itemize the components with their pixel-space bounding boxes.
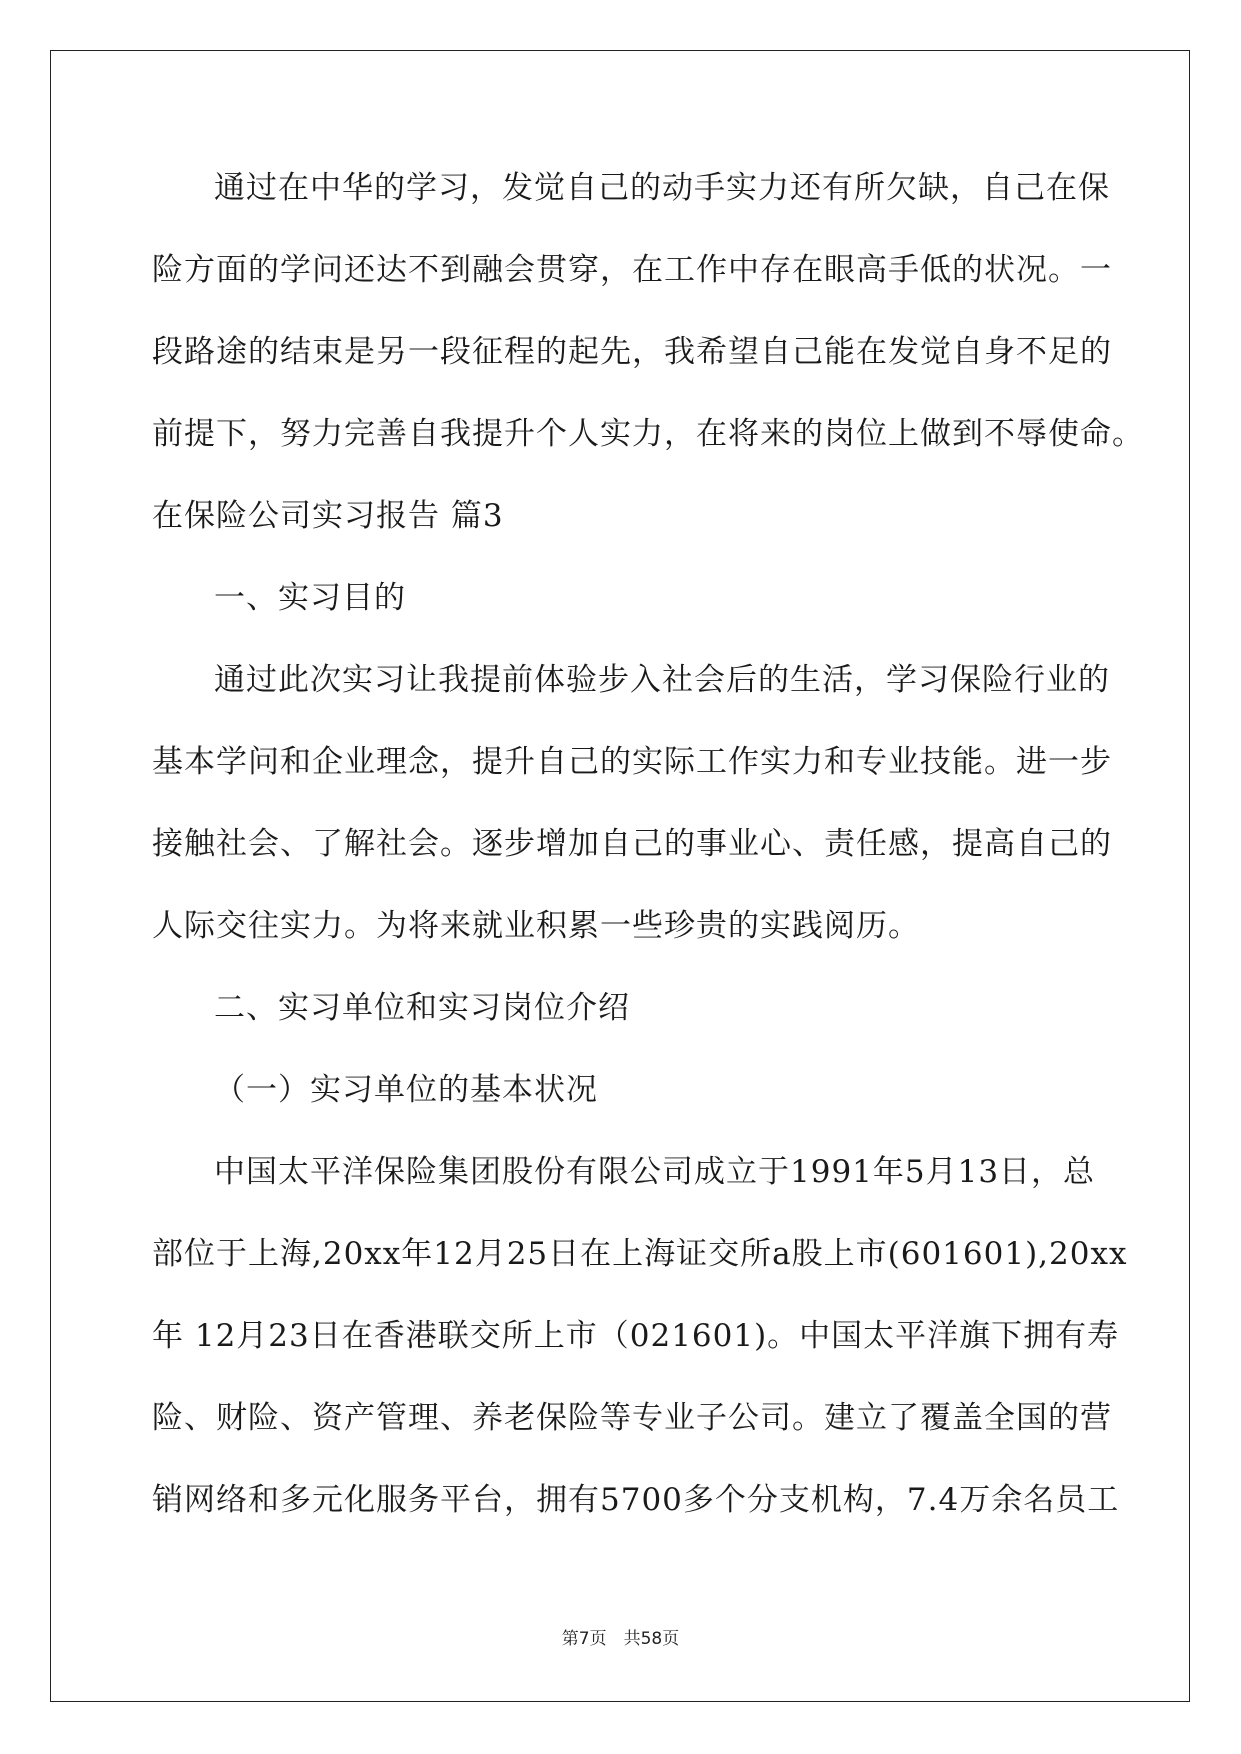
section-heading: 一、实习目的 bbox=[214, 580, 406, 616]
paragraph-line: 接触社会、了解社会。逐步增加自己的事业心、责任感，提高自己的 bbox=[152, 826, 1112, 862]
paragraph-line: 通过此次实习让我提前体验步入社会后的生活，学习保险行业的 bbox=[214, 662, 1110, 698]
paragraph-line: 年 12月23日在香港联交所上市（021601)。中国太平洋旗下拥有寿 bbox=[152, 1318, 1120, 1354]
paragraph-line: 险、财险、资产管理、养老保险等专业子公司。建立了覆盖全国的营 bbox=[152, 1400, 1112, 1436]
paragraph-line: 基本学问和企业理念，提升自己的实际工作实力和专业技能。进一步 bbox=[152, 744, 1112, 780]
paragraph-line: 中国太平洋保险集团股份有限公司成立于1991年5月13日，总 bbox=[214, 1154, 1096, 1190]
section-heading: 二、实习单位和实习岗位介绍 bbox=[214, 990, 630, 1026]
paragraph-line: 前提下，努力完善自我提升个人实力，在将来的岗位上做到不辱使命。 bbox=[152, 416, 1144, 452]
section-title: 在保险公司实习报告 篇3 bbox=[152, 498, 504, 534]
paragraph-line: 段路途的结束是另一段征程的起先，我希望自己能在发觉自身不足的 bbox=[152, 334, 1112, 370]
document-body bbox=[152, 160, 1144, 1554]
page-number-footer: 第7页 共58页 bbox=[561, 1629, 680, 1649]
paragraph-line: 销网络和多元化服务平台，拥有5700多个分支机构，7.4万余名员工 bbox=[152, 1482, 1120, 1518]
paragraph-line: 险方面的学问还达不到融会贯穿，在工作中存在眼高手低的状况。一 bbox=[152, 252, 1112, 288]
subsection-heading: （一）实习单位的基本状况 bbox=[214, 1072, 598, 1108]
paragraph-line: 人际交往实力。为将来就业积累一些珍贵的实践阅历。 bbox=[152, 908, 920, 944]
paragraph-line: 部位于上海,20xx年12月25日在上海证交所a股上市(601601),20xx bbox=[152, 1236, 1128, 1272]
paragraph-line: 通过在中华的学习，发觉自己的动手实力还有所欠缺，自己在保 bbox=[214, 170, 1110, 206]
